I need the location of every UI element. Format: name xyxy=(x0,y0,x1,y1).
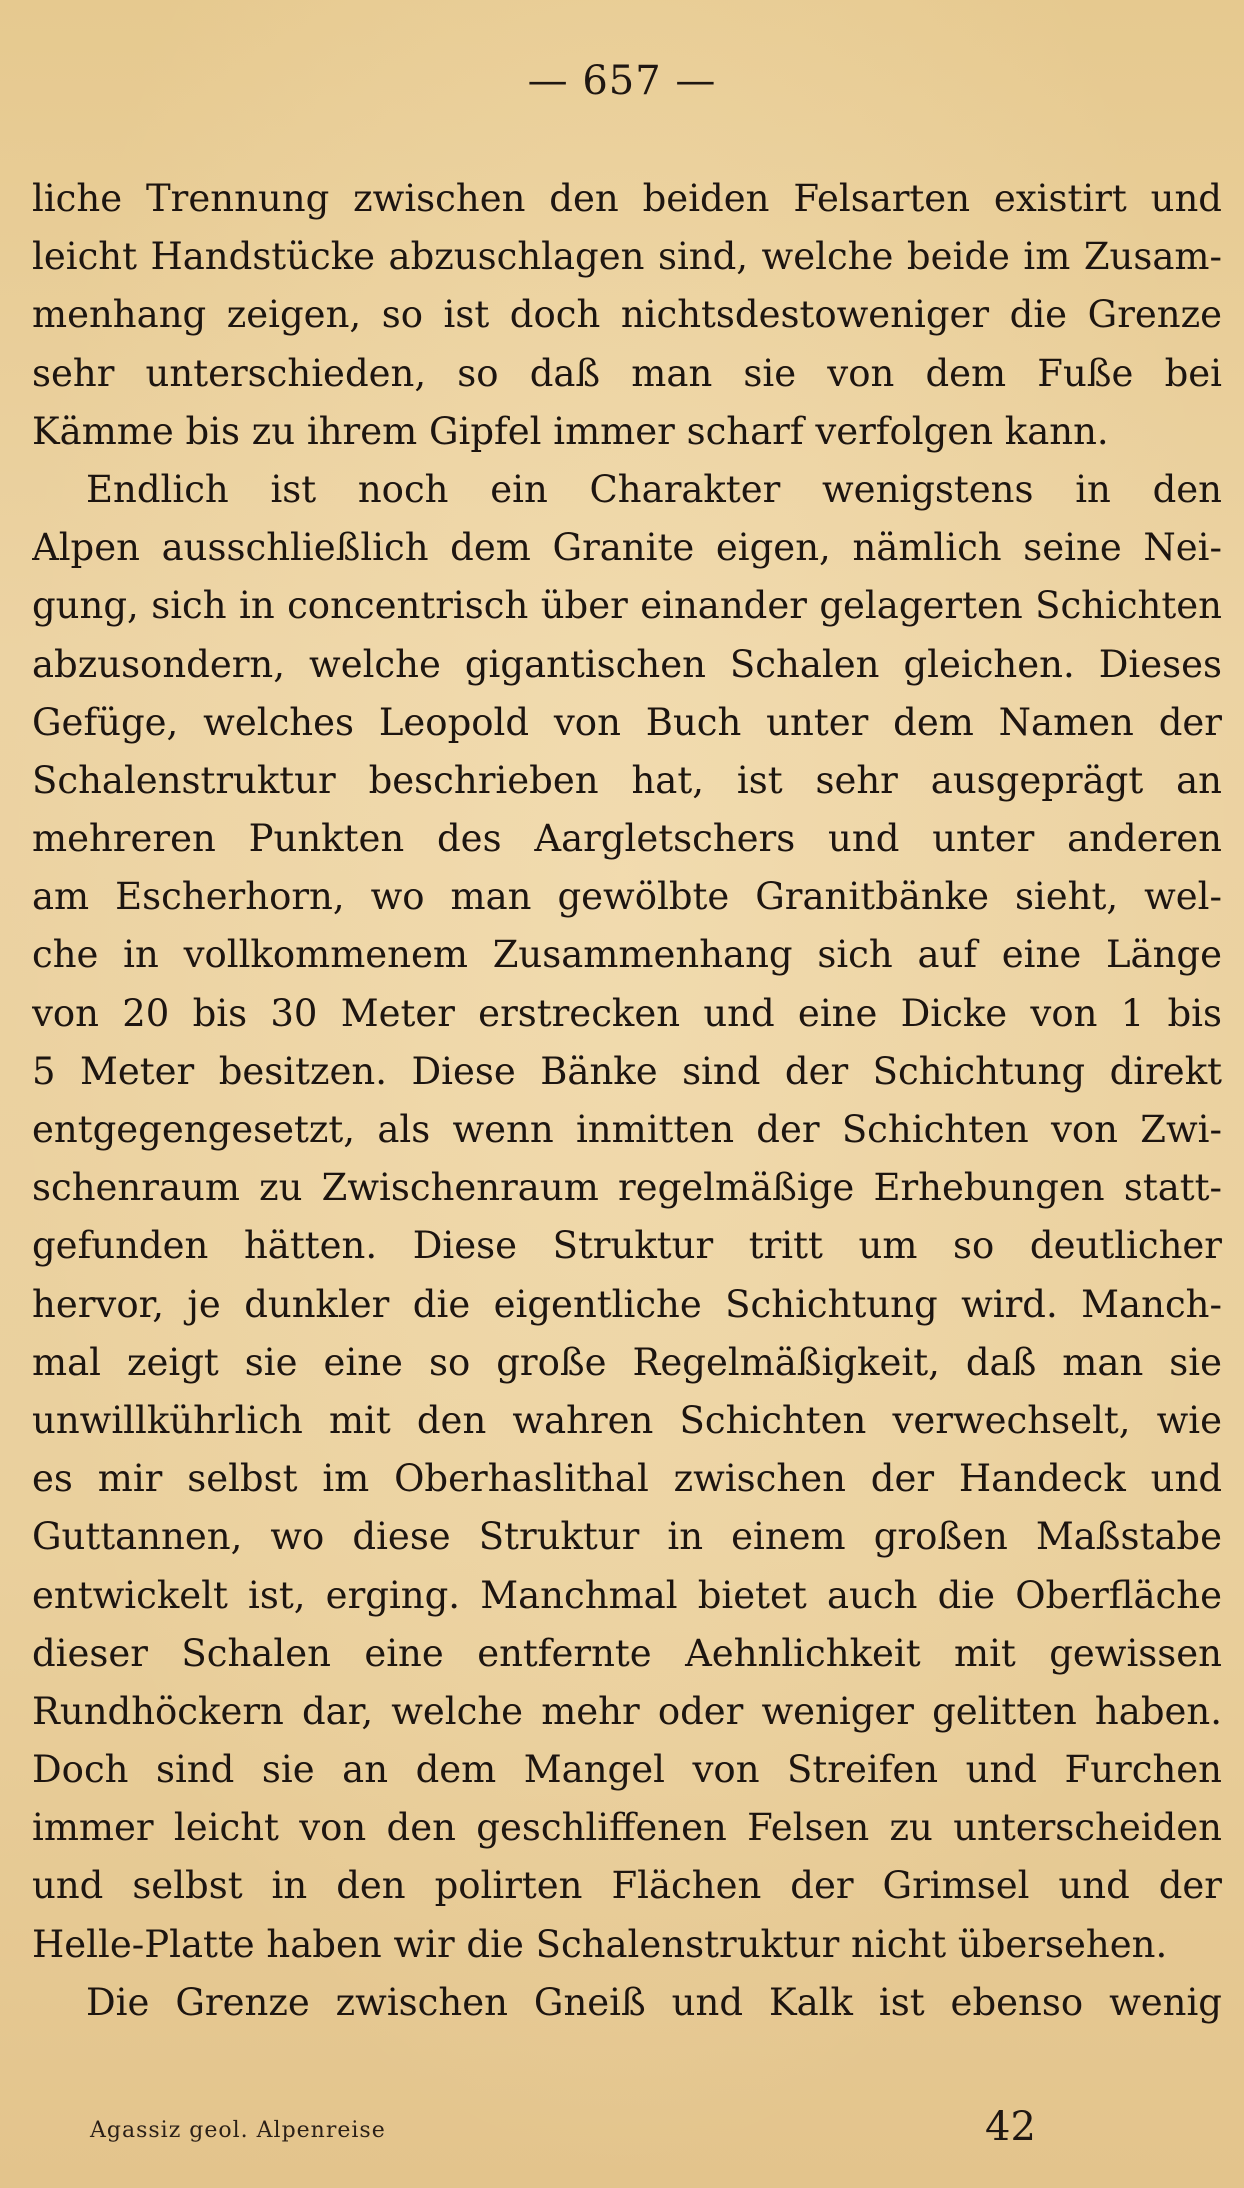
text-line: entwickelt ist, erging. Manchmal bietet auch die Oberfläche xyxy=(32,1573,1222,1617)
text-line: gefunden hätten. Diese Struktur tritt um so deutlicher xyxy=(32,1224,1222,1268)
text-line: am Escherhorn, wo man gewölbte Granitbänke sieht, wel- xyxy=(32,875,1222,919)
text-line: von 20 bis 30 Meter erstrecken und eine Dicke von 1 bis xyxy=(32,991,1222,1035)
text-line: Endlich ist noch ein Charakter wenigstens in den xyxy=(86,467,1222,511)
text-line: Guttannen, wo diese Struktur in einem großen Maßstabe xyxy=(32,1515,1222,1559)
text-line: und selbst in den polirten Flächen der Grimsel und der xyxy=(32,1864,1222,1908)
text-line: hervor, je dunkler die eigentliche Schichtung wird. Manch- xyxy=(32,1282,1222,1326)
text-line: es mir selbst im Oberhaslithal zwischen der Handeck und xyxy=(32,1457,1222,1501)
text-line: entgegengesetzt, als wenn inmitten der Schichten von Zwi- xyxy=(32,1108,1222,1151)
text-line: dieser Schalen eine entfernte Aehnlichkeit mit gewissen xyxy=(32,1631,1222,1675)
text-line: mehreren Punkten des Aargletschers und unter anderen xyxy=(32,817,1222,861)
text-line: Doch sind sie an dem Mangel von Streifen und Furchen xyxy=(32,1748,1222,1792)
text-line: Rundhöckern dar, welche mehr oder weniger gelitten haben. xyxy=(32,1689,1222,1733)
text-line: schenraum zu Zwischenraum regelmäßige Erhebungen statt- xyxy=(32,1166,1222,1210)
body-text xyxy=(32,170,1222,2032)
text-line: mal zeigt sie eine so große Regelmäßigkeit, daß man sie xyxy=(32,1340,1222,1384)
text-line: menhang zeigen, so ist doch nichtsdestoweniger die Grenze xyxy=(32,293,1222,337)
printer-signature: Agassiz geol. Alpenreise xyxy=(90,2118,386,2143)
text-line: Die Grenze zwischen Gneiß und Kalk ist ebenso wenig xyxy=(86,1980,1222,2024)
text-line: 5 Meter besitzen. Diese Bänke sind der Schichtung direkt xyxy=(32,1049,1222,1093)
text-line: che in vollkommenem Zusammenhang sich auf eine Länge xyxy=(32,933,1222,977)
page-footer xyxy=(0,2104,1244,2164)
text-line: Helle-Platte haben wir die Schalenstruktur nicht übersehen. xyxy=(32,1922,1168,1966)
page-number-header: — 657 — xyxy=(527,58,717,104)
text-line: sehr unterschieden, so daß man sie von dem Fuße bei xyxy=(32,351,1222,395)
text-line: liche Trennung zwischen den beiden Felsarten existirt und xyxy=(32,177,1222,220)
text-line: Alpen ausschließlich dem Granite eigen, nämlich seine Nei- xyxy=(32,526,1222,570)
sheet-number: 42 xyxy=(985,2104,1036,2150)
text-line: immer leicht von den geschliffenen Felsen zu unterscheiden xyxy=(32,1806,1222,1850)
text-line: Kämme bis zu ihrem Gipfel immer scharf verfolgen kann. xyxy=(32,409,1109,453)
text-line: Gefüge, welches Leopold von Buch unter dem Namen der xyxy=(32,700,1222,744)
text-line: Schalenstruktur beschrieben hat, ist sehr ausgeprägt an xyxy=(32,758,1222,802)
text-line: gung, sich in concentrisch über einander gelagerten Schichten xyxy=(32,584,1222,628)
text-line: leicht Handstücke abzuschlagen sind, welche beide im Zusam- xyxy=(32,235,1222,279)
text-line: unwillkührlich mit den wahren Schichten verwechselt, wie xyxy=(32,1398,1222,1442)
text-line: abzusondern, welche gigantischen Schalen gleichen. Dieses xyxy=(32,642,1222,686)
